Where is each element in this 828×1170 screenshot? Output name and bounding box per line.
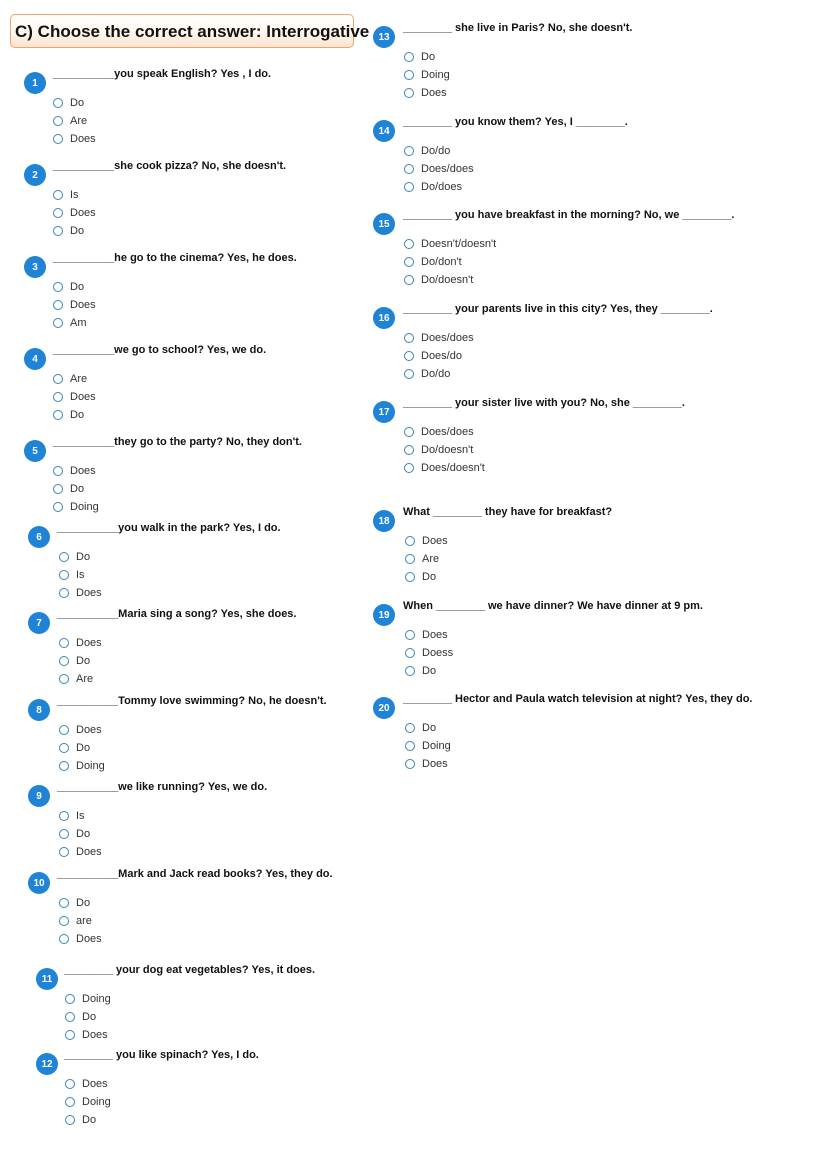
question-number-badge: 20 bbox=[373, 697, 395, 719]
option-label: Does/does bbox=[421, 332, 474, 344]
radio-button-icon[interactable] bbox=[65, 1115, 75, 1125]
option-label: Do/doesn't bbox=[421, 274, 474, 286]
option-label: Does/does bbox=[421, 426, 474, 438]
option-label: Am bbox=[70, 317, 87, 329]
option-label: Doing bbox=[421, 69, 450, 81]
answer-option[interactable] bbox=[65, 1111, 111, 1129]
question-text: ________ you like spinach? Yes, I do. bbox=[64, 1049, 259, 1061]
answer-option[interactable] bbox=[404, 66, 450, 84]
radio-button-icon[interactable] bbox=[405, 759, 415, 769]
option-label: Does bbox=[70, 133, 96, 145]
question-number-badge: 14 bbox=[373, 120, 395, 142]
answer-option[interactable] bbox=[59, 670, 102, 688]
question-text: ________ you know them? Yes, I ________. bbox=[403, 116, 628, 128]
answer-option[interactable] bbox=[404, 178, 474, 196]
section-header bbox=[10, 14, 370, 48]
option-label: Does bbox=[422, 535, 448, 547]
question-number-badge: 4 bbox=[24, 348, 46, 370]
radio-button-icon[interactable] bbox=[404, 275, 414, 285]
question-text: ________ she live in Paris? No, she doesn't. bbox=[403, 22, 633, 34]
radio-button-icon[interactable] bbox=[404, 257, 414, 267]
radio-button-icon[interactable] bbox=[405, 648, 415, 658]
answer-option[interactable] bbox=[59, 930, 102, 948]
question-number-badge: 17 bbox=[373, 401, 395, 423]
radio-button-icon[interactable] bbox=[59, 811, 69, 821]
answer-option[interactable] bbox=[53, 462, 99, 480]
radio-button-icon[interactable] bbox=[65, 1079, 75, 1089]
option-label: Do bbox=[422, 665, 437, 677]
question-number-badge: 19 bbox=[373, 604, 395, 626]
answer-option[interactable] bbox=[404, 142, 474, 160]
answer-option[interactable] bbox=[59, 912, 102, 930]
radio-button-icon[interactable] bbox=[53, 410, 63, 420]
question-text: __________we like running? Yes, we do. bbox=[57, 781, 268, 793]
radio-button-icon[interactable] bbox=[404, 351, 414, 361]
answer-option[interactable] bbox=[59, 566, 102, 584]
answer-option[interactable] bbox=[405, 550, 448, 568]
radio-button-icon[interactable] bbox=[405, 536, 415, 546]
question-text: __________they go to the party? No, they don't. bbox=[53, 436, 302, 448]
section-title: C) Choose the correct answer: Interrogative bbox=[15, 22, 370, 41]
answer-option[interactable] bbox=[404, 253, 496, 271]
option-label: Does/do bbox=[421, 350, 462, 362]
option-label: Do bbox=[421, 51, 436, 63]
radio-button-icon[interactable] bbox=[59, 552, 69, 562]
answer-option[interactable] bbox=[405, 755, 451, 773]
answer-option[interactable] bbox=[53, 388, 96, 406]
question-number-badge: 8 bbox=[28, 699, 50, 721]
option-label: Do/do bbox=[421, 368, 451, 380]
radio-button-icon[interactable] bbox=[405, 723, 415, 733]
answer-option[interactable] bbox=[53, 480, 99, 498]
answer-option[interactable] bbox=[404, 441, 485, 459]
answer-option[interactable] bbox=[59, 807, 102, 825]
option-label: Do bbox=[70, 409, 85, 421]
question-text: __________we go to school? Yes, we do. bbox=[53, 344, 267, 356]
radio-button-icon[interactable] bbox=[65, 1012, 75, 1022]
radio-button-icon[interactable] bbox=[59, 829, 69, 839]
question-text: __________you speak English? Yes , I do. bbox=[53, 68, 272, 80]
radio-button-icon[interactable] bbox=[65, 1097, 75, 1107]
option-label: Do bbox=[76, 742, 91, 754]
radio-button-icon[interactable] bbox=[53, 318, 63, 328]
question-text: __________he go to the cinema? Yes, he does. bbox=[53, 252, 297, 264]
radio-button-icon[interactable] bbox=[53, 208, 63, 218]
radio-button-icon[interactable] bbox=[53, 374, 63, 384]
radio-button-icon[interactable] bbox=[59, 674, 69, 684]
radio-button-icon[interactable] bbox=[404, 146, 414, 156]
option-label: Doing bbox=[82, 993, 111, 1005]
radio-button-icon[interactable] bbox=[404, 239, 414, 249]
answer-option[interactable] bbox=[59, 721, 105, 739]
option-label: Does bbox=[76, 637, 102, 649]
radio-button-icon[interactable] bbox=[53, 502, 63, 512]
radio-button-icon[interactable] bbox=[53, 134, 63, 144]
option-label: Do bbox=[422, 722, 437, 734]
option-label: Does bbox=[70, 391, 96, 403]
answer-option[interactable] bbox=[404, 423, 485, 441]
radio-button-icon[interactable] bbox=[404, 427, 414, 437]
answer-option[interactable] bbox=[59, 634, 102, 652]
radio-button-icon[interactable] bbox=[53, 484, 63, 494]
option-label: Do bbox=[70, 483, 85, 495]
answer-option[interactable] bbox=[53, 112, 96, 130]
question-number-badge: 3 bbox=[24, 256, 46, 278]
option-label: Do bbox=[70, 281, 85, 293]
radio-button-icon[interactable] bbox=[59, 743, 69, 753]
option-label: Does bbox=[82, 1078, 108, 1090]
question-number-badge: 1 bbox=[24, 72, 46, 94]
answer-option[interactable] bbox=[59, 652, 102, 670]
answer-option[interactable] bbox=[65, 1008, 111, 1026]
option-label: Are bbox=[76, 673, 94, 685]
answer-option[interactable] bbox=[404, 271, 496, 289]
radio-button-icon[interactable] bbox=[405, 630, 415, 640]
option-label: Is bbox=[70, 189, 79, 201]
question-number-badge: 13 bbox=[373, 26, 395, 48]
radio-button-icon[interactable] bbox=[404, 52, 414, 62]
option-label: Does bbox=[76, 724, 102, 736]
radio-button-icon[interactable] bbox=[405, 666, 415, 676]
radio-button-icon[interactable] bbox=[59, 898, 69, 908]
option-label: Does/doesn't bbox=[421, 462, 485, 474]
question-number-badge: 10 bbox=[28, 872, 50, 894]
radio-button-icon[interactable] bbox=[404, 164, 414, 174]
question-number-badge: 15 bbox=[373, 213, 395, 235]
radio-button-icon[interactable] bbox=[59, 656, 69, 666]
question-number-badge: 12 bbox=[36, 1053, 58, 1075]
answer-option[interactable] bbox=[404, 48, 450, 66]
option-label: Does bbox=[70, 465, 96, 477]
question-number-badge: 11 bbox=[36, 968, 58, 990]
radio-button-icon[interactable] bbox=[59, 847, 69, 857]
radio-button-icon[interactable] bbox=[59, 725, 69, 735]
option-label: Do/doesn't bbox=[421, 444, 474, 456]
option-label: Are bbox=[422, 553, 440, 565]
option-label: Doing bbox=[76, 760, 105, 772]
question-number-badge: 7 bbox=[28, 612, 50, 634]
option-label: Are bbox=[70, 115, 88, 127]
option-label: are bbox=[76, 915, 92, 927]
answer-option[interactable] bbox=[53, 186, 96, 204]
answer-option[interactable] bbox=[53, 314, 96, 332]
radio-button-icon[interactable] bbox=[53, 190, 63, 200]
option-label: Doing bbox=[422, 740, 451, 752]
radio-button-icon[interactable] bbox=[65, 994, 75, 1004]
question-number-badge: 6 bbox=[28, 526, 50, 548]
radio-button-icon[interactable] bbox=[53, 282, 63, 292]
answer-option[interactable] bbox=[405, 626, 453, 644]
question-number-badge: 18 bbox=[373, 510, 395, 532]
radio-button-icon[interactable] bbox=[53, 300, 63, 310]
radio-button-icon[interactable] bbox=[404, 333, 414, 343]
answer-option[interactable] bbox=[59, 548, 102, 566]
radio-button-icon[interactable] bbox=[59, 638, 69, 648]
answer-option[interactable] bbox=[53, 406, 96, 424]
answer-option[interactable] bbox=[404, 459, 485, 477]
question-text: __________Maria sing a song? Yes, she does. bbox=[57, 608, 297, 620]
answer-option[interactable] bbox=[405, 719, 451, 737]
radio-button-icon[interactable] bbox=[404, 182, 414, 192]
option-label: Does bbox=[76, 933, 102, 945]
option-label: Doess bbox=[422, 647, 454, 659]
question-text: __________Mark and Jack read books? Yes, they do. bbox=[57, 868, 333, 880]
question-text: When ________ we have dinner? We have dinner at 9 pm. bbox=[403, 600, 703, 612]
radio-button-icon[interactable] bbox=[53, 116, 63, 126]
radio-button-icon[interactable] bbox=[404, 88, 414, 98]
answer-option[interactable] bbox=[405, 662, 453, 680]
answer-option[interactable] bbox=[404, 84, 450, 102]
answer-option[interactable] bbox=[59, 584, 102, 602]
question-text: ________ your dog eat vegetables? Yes, it does. bbox=[64, 964, 316, 976]
answer-option[interactable] bbox=[59, 894, 102, 912]
radio-button-icon[interactable] bbox=[405, 554, 415, 564]
radio-button-icon[interactable] bbox=[404, 70, 414, 80]
radio-button-icon[interactable] bbox=[59, 570, 69, 580]
answer-option[interactable] bbox=[59, 739, 105, 757]
question-text: __________Tommy love swimming? No, he doesn't. bbox=[57, 695, 327, 707]
answer-option[interactable] bbox=[65, 990, 111, 1008]
option-label: Is bbox=[76, 810, 85, 822]
option-label: Do bbox=[82, 1114, 97, 1126]
option-label: Is bbox=[76, 569, 85, 581]
radio-button-icon[interactable] bbox=[404, 369, 414, 379]
option-label: Do/do bbox=[421, 145, 451, 157]
answer-option[interactable] bbox=[404, 365, 474, 383]
answer-option[interactable] bbox=[53, 370, 96, 388]
answer-option[interactable] bbox=[53, 222, 96, 240]
question-text: What ________ they have for breakfast? bbox=[403, 506, 613, 518]
option-label: Do bbox=[82, 1011, 97, 1023]
option-label: Do bbox=[76, 828, 91, 840]
question-text: ________ you have breakfast in the morning? No, we ________. bbox=[403, 209, 735, 221]
answer-option[interactable] bbox=[59, 843, 102, 861]
option-label: Does bbox=[76, 587, 102, 599]
answer-option[interactable] bbox=[53, 296, 96, 314]
option-label: Doesn't/doesn't bbox=[421, 238, 497, 250]
radio-button-icon[interactable] bbox=[59, 761, 69, 771]
option-label: Does bbox=[422, 629, 448, 641]
answer-option[interactable] bbox=[53, 204, 96, 222]
option-label: Does bbox=[76, 846, 102, 858]
answer-option[interactable] bbox=[405, 644, 453, 662]
radio-button-icon[interactable] bbox=[59, 916, 69, 926]
answer-option[interactable] bbox=[53, 498, 99, 516]
question-text: __________you walk in the park? Yes, I do. bbox=[57, 522, 281, 534]
option-label: Do bbox=[76, 897, 91, 909]
answer-option[interactable] bbox=[59, 757, 105, 775]
answer-option[interactable] bbox=[59, 825, 102, 843]
option-label: Doing bbox=[82, 1096, 111, 1108]
option-label: Do bbox=[76, 551, 91, 563]
question-text: __________she cook pizza? No, she doesn't. bbox=[53, 160, 287, 172]
radio-button-icon[interactable] bbox=[59, 588, 69, 598]
radio-button-icon[interactable] bbox=[65, 1030, 75, 1040]
question-number-badge: 5 bbox=[24, 440, 46, 462]
radio-button-icon[interactable] bbox=[404, 463, 414, 473]
radio-button-icon[interactable] bbox=[59, 934, 69, 944]
question-number-badge: 2 bbox=[24, 164, 46, 186]
question-number-badge: 16 bbox=[373, 307, 395, 329]
question-text: ________ your sister live with you? No, she ________. bbox=[403, 397, 685, 409]
option-label: Do bbox=[422, 571, 437, 583]
radio-button-icon[interactable] bbox=[53, 466, 63, 476]
radio-button-icon[interactable] bbox=[405, 741, 415, 751]
option-label: Do/does bbox=[421, 181, 462, 193]
answer-option[interactable] bbox=[405, 568, 448, 586]
answer-option[interactable] bbox=[65, 1026, 111, 1044]
option-label: Does bbox=[422, 758, 448, 770]
answer-option[interactable] bbox=[405, 532, 448, 550]
option-label: Do/don't bbox=[421, 256, 462, 268]
answer-option[interactable] bbox=[404, 329, 474, 347]
option-label: Do bbox=[70, 225, 85, 237]
option-label: Do bbox=[76, 655, 91, 667]
radio-button-icon[interactable] bbox=[53, 392, 63, 402]
answer-option[interactable] bbox=[65, 1075, 111, 1093]
answer-option[interactable] bbox=[53, 278, 96, 296]
question-text: ________ Hector and Paula watch television at night? Yes, they do. bbox=[403, 693, 753, 705]
option-label: Does bbox=[70, 207, 96, 219]
answer-option[interactable] bbox=[404, 235, 496, 253]
answer-option[interactable] bbox=[53, 130, 96, 148]
question-number-badge: 9 bbox=[28, 785, 50, 807]
option-label: Does bbox=[82, 1029, 108, 1041]
radio-button-icon[interactable] bbox=[53, 98, 63, 108]
radio-button-icon[interactable] bbox=[404, 445, 414, 455]
answer-option[interactable] bbox=[405, 737, 451, 755]
answer-option[interactable] bbox=[53, 94, 96, 112]
option-label: Does bbox=[70, 299, 96, 311]
option-label: Do bbox=[70, 97, 85, 109]
radio-button-icon[interactable] bbox=[53, 226, 63, 236]
radio-button-icon[interactable] bbox=[405, 572, 415, 582]
option-label: Does/does bbox=[421, 163, 474, 175]
answer-option[interactable] bbox=[404, 347, 474, 365]
answer-option[interactable] bbox=[65, 1093, 111, 1111]
option-label: Does bbox=[421, 87, 447, 99]
answer-option[interactable] bbox=[404, 160, 474, 178]
question-text: ________ your parents live in this city? Yes, they ________. bbox=[403, 303, 713, 315]
option-label: Doing bbox=[70, 501, 99, 513]
option-label: Are bbox=[70, 373, 88, 385]
